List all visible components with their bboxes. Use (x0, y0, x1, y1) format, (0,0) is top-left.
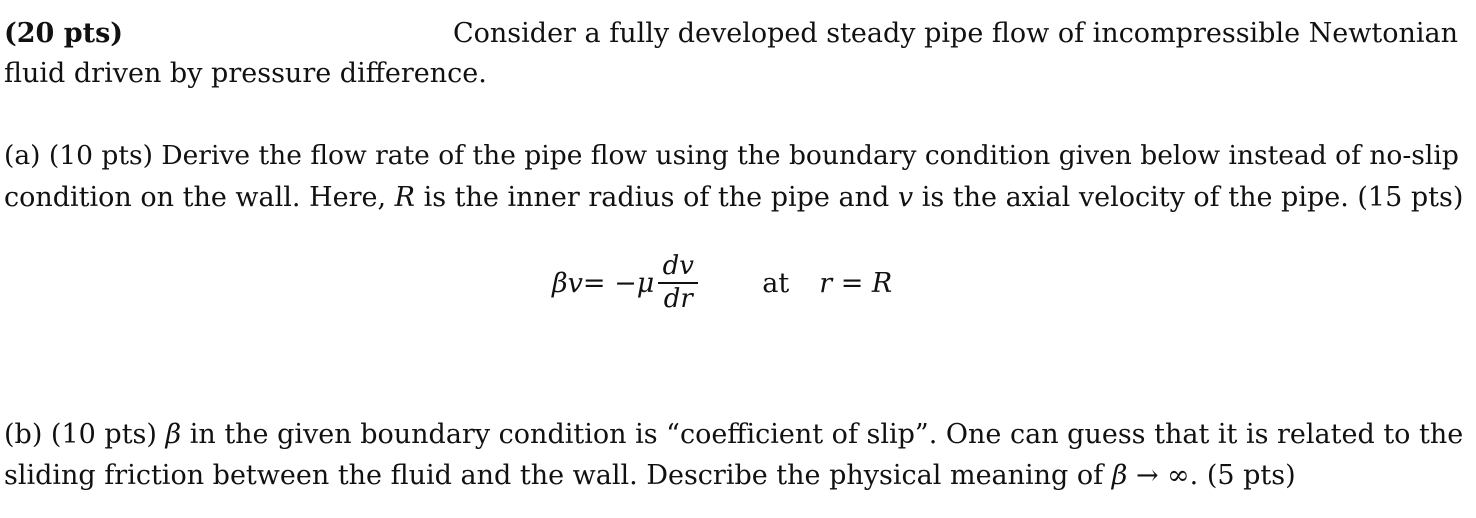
beta-limit: β → ∞ (1111, 460, 1190, 491)
part-b-line-2-post: . (5 pts) (1189, 460, 1296, 491)
derivative-fraction (658, 250, 698, 314)
fraction-denominator: dr (663, 284, 693, 314)
part-a-line-1: (a) (10 pts) Derive the flow rate of the pipe flow using the boundary condition given below instead of no-slip (4, 140, 1459, 171)
part-a-line-2-pre: condition on the wall. Here, (4, 182, 395, 213)
part-a-line-2 (4, 184, 1463, 211)
equation-condition: r = R (819, 267, 893, 299)
velocity-symbol: v (897, 182, 914, 213)
points-label: (20 pts) (4, 18, 124, 49)
part-b-line-1 (4, 421, 1463, 448)
part-b-line-1-post: in the given boundary condition is “coefficient of slip”. One can guess that it is related to the (181, 419, 1464, 450)
part-b-line-2-pre: sliding friction between the fluid and the wall. Describe the physical meaning of (4, 460, 1112, 491)
fraction-numerator: dv (662, 250, 694, 281)
part-b-line-1-pre: (b) (10 pts) (4, 419, 166, 450)
part-a-line-2-mid: is the inner radius of the pipe and (415, 182, 898, 213)
equation-equals: = −μ (582, 267, 655, 299)
intro-line-2: fluid driven by pressure difference. (4, 58, 487, 89)
beta-symbol: β (165, 419, 182, 450)
equation-at-word: at (762, 267, 790, 299)
intro-line-1: Consider a fully developed steady pipe flow of incompressible Newtonian (452, 18, 1458, 49)
radius-symbol: R (394, 182, 415, 213)
boundary-condition-equation (552, 248, 892, 318)
part-a-line-2-post: is the axial velocity of the pipe. (15 pts) (913, 182, 1464, 213)
part-b-line-2 (4, 462, 1296, 489)
equation-lhs: βv (552, 267, 583, 299)
